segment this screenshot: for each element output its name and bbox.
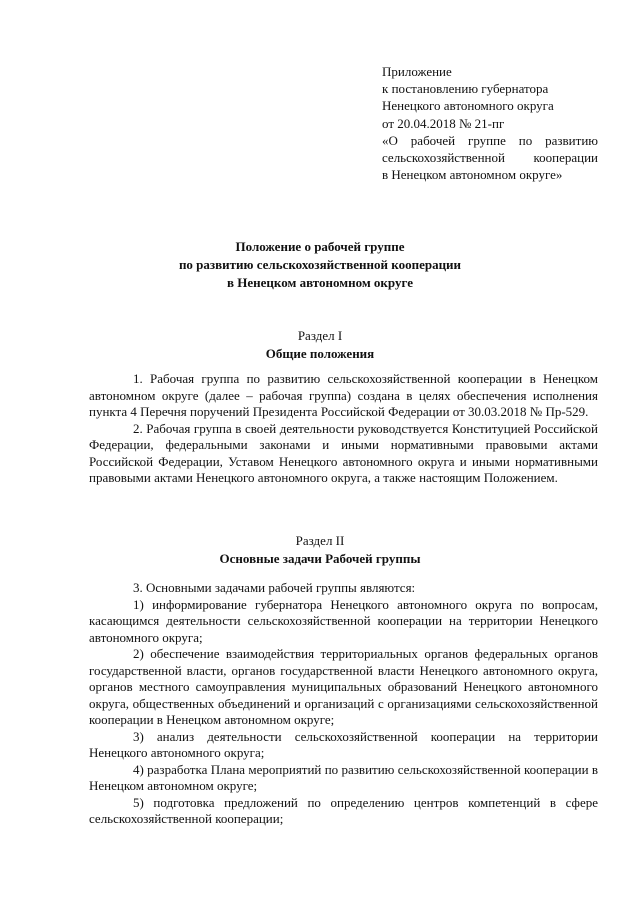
title-line: в Ненецком автономном округе bbox=[227, 275, 413, 290]
paragraph: 1. Рабочая группа по развитию сельскохозяйственной кооперации в Ненецком автономном округе (далее – рабочая группа) создана в целях обеспечения исполнения пункта 4 Перечня поручений Президента Российской Федерации от 30.03.2018 № Пр-529. bbox=[89, 371, 598, 419]
appendix-line: к постановлению губернатора bbox=[382, 81, 549, 97]
list-item: 1) информирование губернатора Ненецкого автономного округа по вопросам, касающимся деятельности сельскохозяйственной кооперации на территории Ненецкого автономного округа; bbox=[89, 596, 598, 645]
appendix-line: от 20.04.2018 № 21-пг bbox=[382, 115, 505, 131]
section-name: Общие положения bbox=[265, 346, 375, 361]
document-title bbox=[60, 238, 580, 292]
list-item: 2) обеспечение взаимодействия территориальных органов федеральных органов государственной власти, органов государственной власти Ненецкого автономного округа, органов местного самоуправления муниципальных образований Ненецкого автономного округа, общественных объединений и организаций с организациями сельскохозяйственной кооперации в Ненецком автономном округе; bbox=[89, 646, 598, 727]
section-2-heading bbox=[60, 532, 580, 568]
section-1-body bbox=[89, 371, 598, 487]
section-2-body bbox=[89, 580, 598, 828]
list-item: 4) разработка Плана мероприятий по развитию сельскохозяйственной кооперации в Ненецком автономном округе; bbox=[89, 761, 598, 793]
appendix-line: «О рабочей группе по развитию bbox=[382, 132, 598, 148]
list-item: 5) подготовка предложений по определению центров компетенций в сфере сельскохозяйственной кооперации; bbox=[89, 794, 598, 826]
paragraph: 3. Основными задачами рабочей группы являются: bbox=[133, 580, 416, 595]
list-item: 3) анализ деятельности сельскохозяйственной кооперации на территории Ненецкого автономного округа; bbox=[89, 728, 598, 760]
appendix-line: в Ненецком автономном округе» bbox=[382, 167, 563, 183]
appendix-block bbox=[382, 63, 598, 183]
appendix-line: сельскохозяйственной кооперации bbox=[382, 150, 598, 166]
section-1-heading bbox=[60, 327, 580, 363]
section-number: Раздел I bbox=[297, 328, 343, 343]
appendix-line: Ненецкого автономного округа bbox=[382, 98, 554, 114]
section-name: Основные задачи Рабочей группы bbox=[219, 551, 421, 566]
paragraph: 2. Рабочая группа в своей деятельности руководствуется Конституцией Российской Федерации, федеральными законами и иными нормативными правовыми актами Российской Федерации, Уставом Ненецкого автономного округа и иными нормативными правовыми актами Ненецкого автономного округа, а также настоящим Положением. bbox=[89, 420, 598, 485]
title-line: Положение о рабочей группе bbox=[235, 239, 405, 254]
appendix-line: Приложение bbox=[382, 64, 452, 79]
section-number: Раздел II bbox=[295, 533, 345, 548]
title-line: по развитию сельскохозяйственной кооперации bbox=[178, 257, 462, 272]
